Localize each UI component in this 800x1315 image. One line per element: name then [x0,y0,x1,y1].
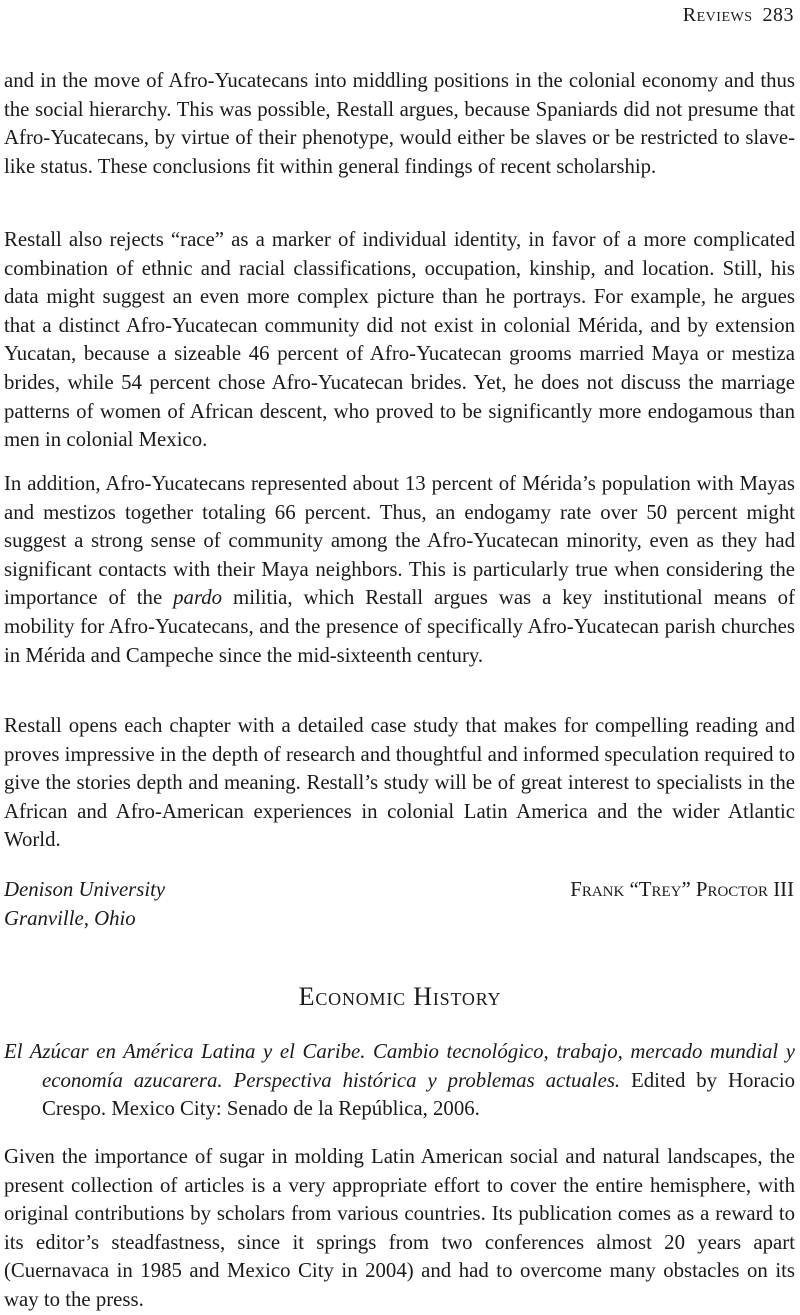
institution: Denison University [4,878,166,901]
review-paragraph-3 [4,470,795,670]
pardo-term: pardo [173,586,223,610]
review-paragraph-2: Restall also rejects “race” as a marker of individual identity, in favor of a more complicated combination of ethnic and racial classifications, occupation, kinship, and location. Still, his data might suggest an even more complex picture than he portrays. For example, he argues that a distinct Afro-Yucatecan community did not exist in colonial Mérida, and by extension Yucatan, because a sizeable 46 percent of Afro-Yucatecan grooms married Maya or mestiza brides, while 54 percent chose Afro-Yucatecan brides. Yet, he does not discuss the marriage patterns of women of African descent, who proved to be significantly more endogamous than men in colonial Mexico. [4,228,795,452]
review-paragraph-1: and in the move of Afro-Yucatecans into middling positions in the colonial economy and thus the social hierarchy. This was possible, Restall argues, because Spaniards did not presume that Afro-Yucatecans, by virtue of their phenotype, would either be slaves or be restricted to slave-like status. These conclusions fit within general findings of recent scholarship. [4,69,795,178]
book-title: El Azúcar en América Latina y el Caribe. Cambio tecnológico, trabajo, mercado mundial y economía azucarera. Perspectiva histórica y problemas actuales. [4,1040,795,1092]
review-paragraph-3-part-2: militia, which Restall argues was a key institutional means of mobility for Afro-Yucatecans, and the presence of specifically Afro-Yucatecan parish churches in Mérida and Campeche since the mid-sixteenth century. [4,586,795,667]
reviewer-name: Frank “Trey” Proctor III [570,878,794,901]
book-citation [4,1038,795,1124]
running-head-section: Reviews [682,4,753,26]
review-paragraph-3-part-1: In addition, Afro-Yucatecans represented about 13 percent of Mérida’s population with Mayas and mestizos together totaling 66 percent. Thus, an endogamy rate over 50 percent might suggest a strong sense of community among the Afro-Yucatecan minority, even as they had significant contacts with their Maya neighbors. This is particularly true when considering the importance of the [4,472,795,610]
citation-details: Edited by Horacio Crespo. Mexico City: Senado de la República, 2006. [42,1068,795,1121]
institution-location: Granville, Ohio [4,906,136,930]
section-heading: Economic History [298,982,502,1011]
running-head [683,4,794,27]
citation-block [4,1038,795,1124]
page-number: 283 [762,4,794,26]
review-paragraph-4: Restall opens each chapter with a detailed case study that makes for compelling reading and proves impressive in the depth of research and thoughtful and informed speculation required to give the stories depth and meaning. Restall’s study will be of great interest to specialists in the African and Afro-American experiences in colonial Latin America and the wider Atlantic World. [4,714,795,852]
reviewer-affiliation [4,876,165,933]
review-opening-paragraph: Given the importance of sugar in molding Latin American social and natural landscapes, the present collection of articles is a very appropriate effort to cover the entire hemisphere, with original contributions by scholars from various countries. Its publication comes as a reward to its editor’s steadfastness, since it springs from two conferences almost 20 years apart (Cuernavaca in 1985 and Mexico City in 2004) and had to overcome many obstacles on its way to the press. [4,1145,795,1311]
